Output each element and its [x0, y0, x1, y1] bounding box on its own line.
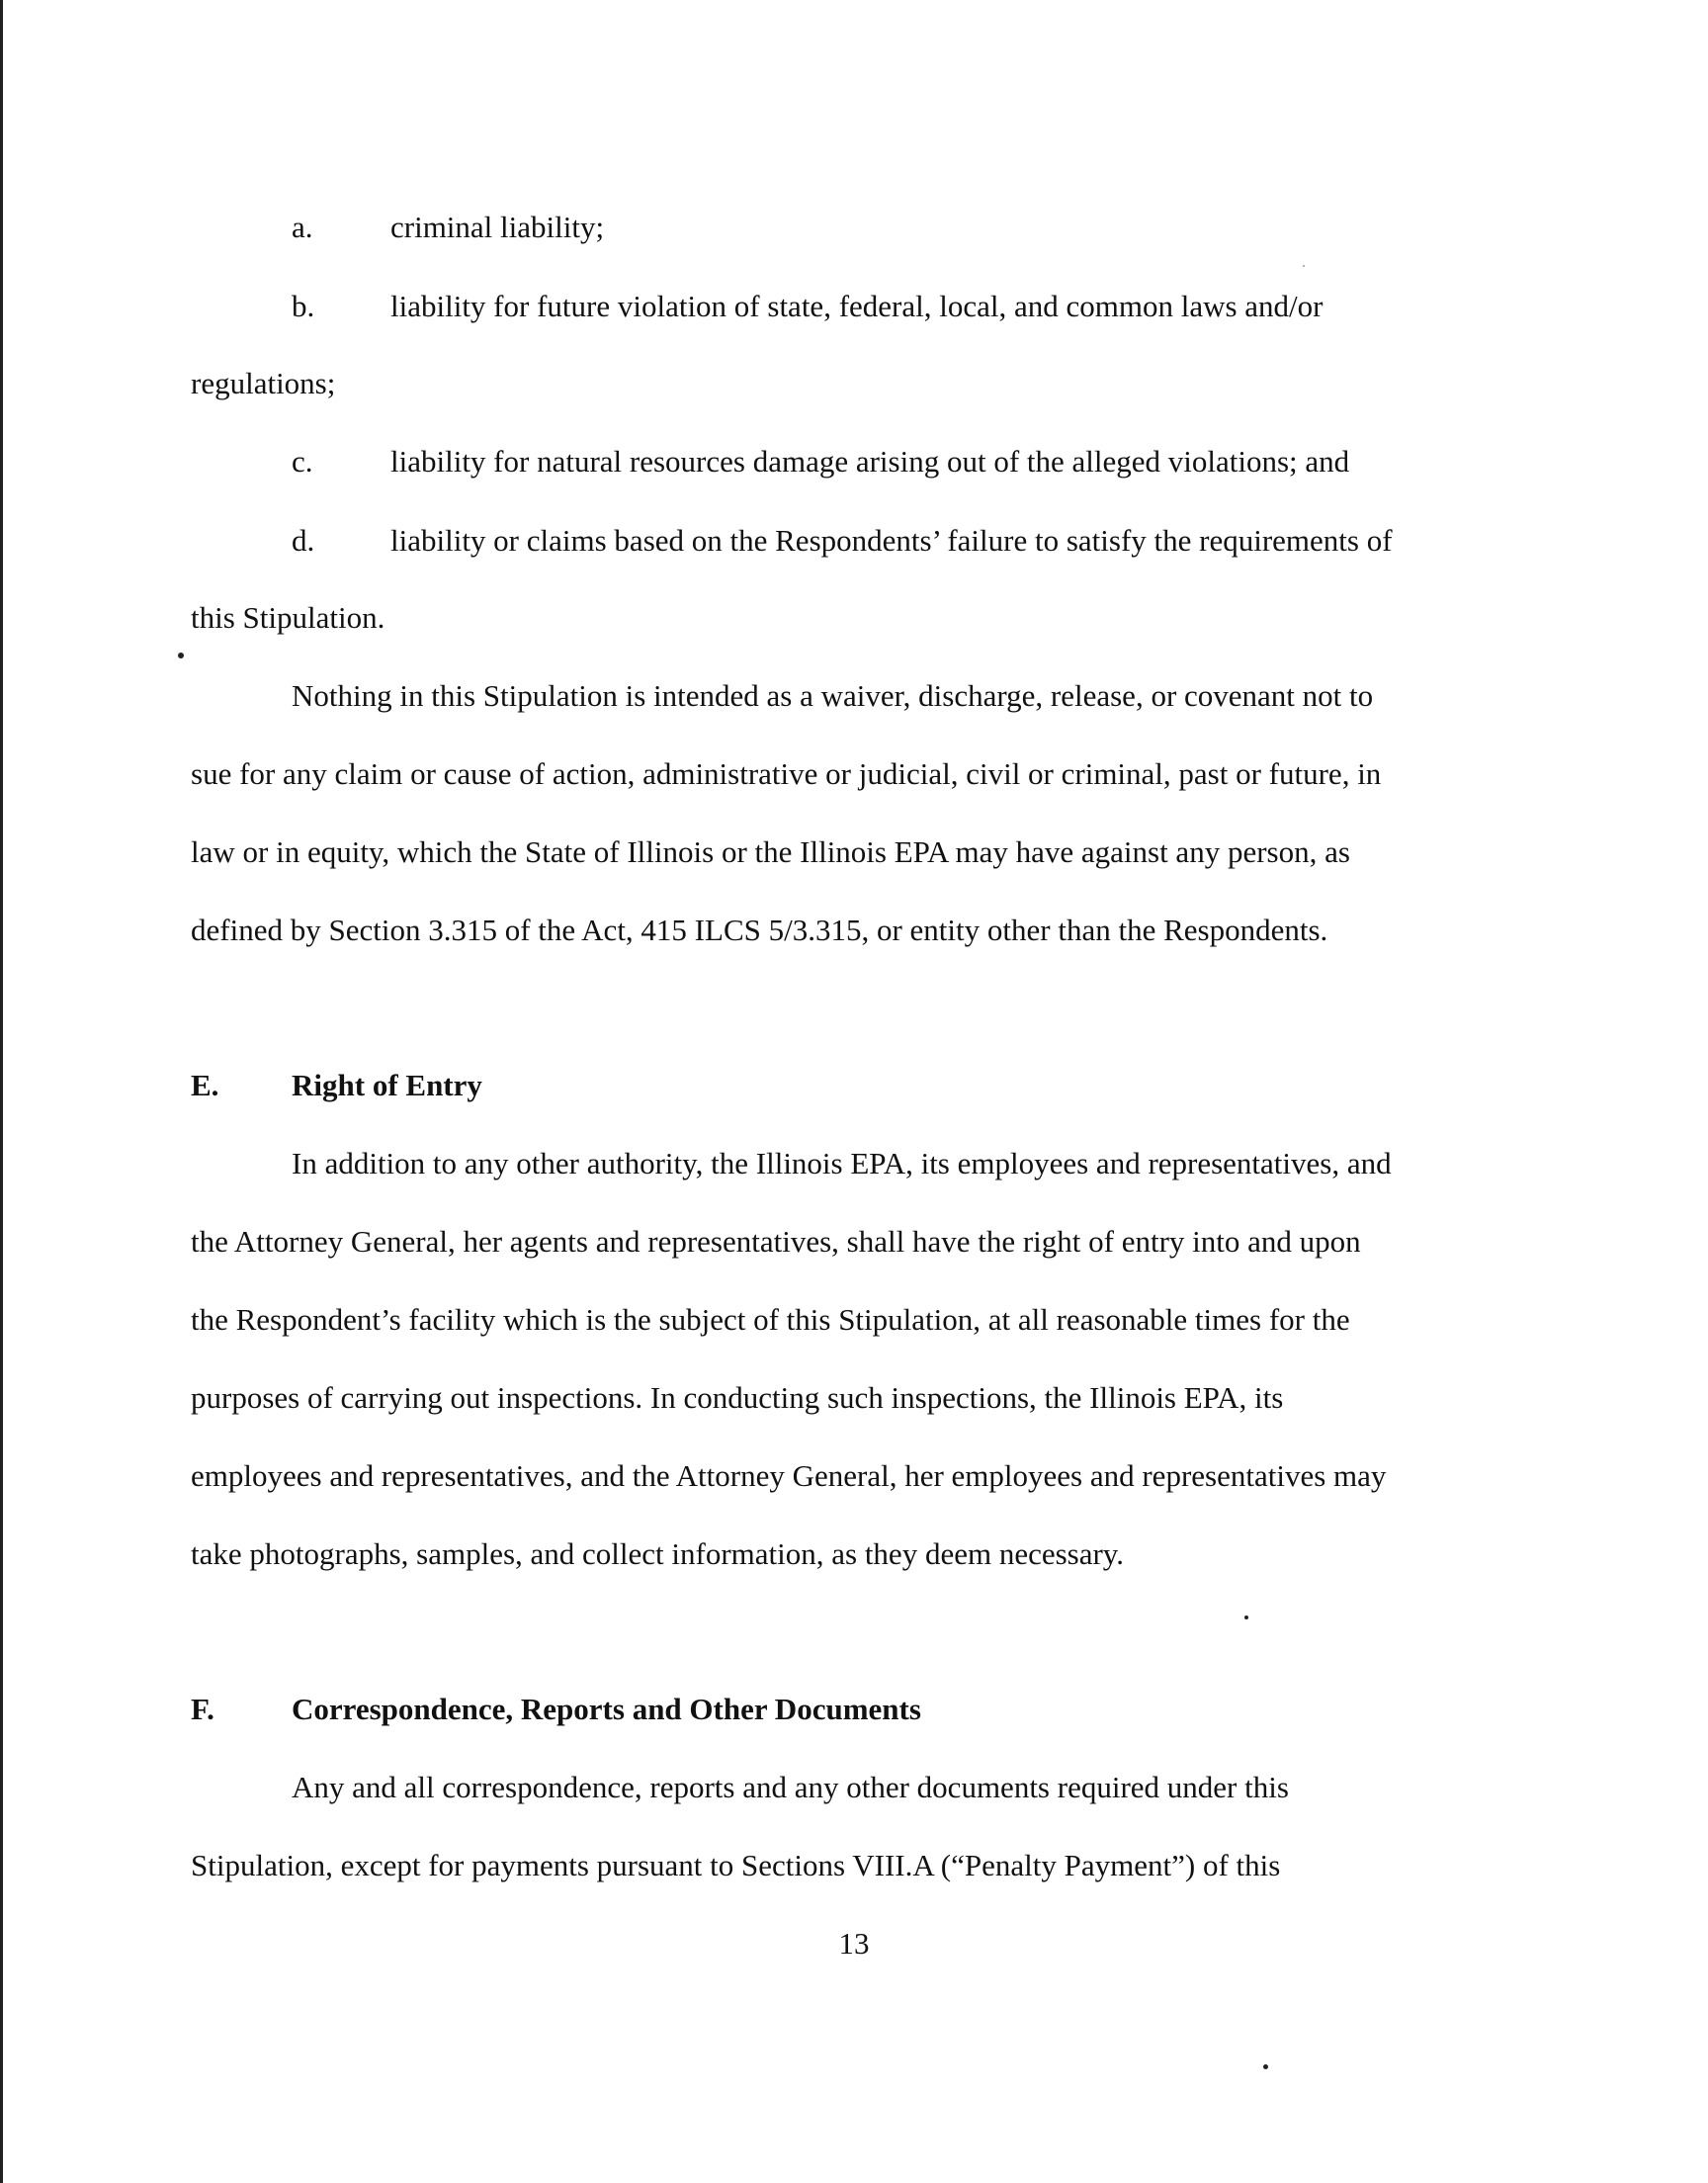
list-item-d-text: liability or claims based on the Respondents’ failure to satisfy the requirements of — [390, 523, 1393, 558]
page-number: 13 — [838, 1926, 870, 1961]
section-f-line-2: Stipulation, except for payments pursuant to Sections VIII.A (“Penalty Payment”) of this — [191, 1848, 1281, 1882]
section-f-title: Correspondence, Reports and Other Documents — [292, 1692, 921, 1726]
list-item-d-continuation: this Stipulation. — [191, 600, 385, 635]
section-e-letter: E. — [191, 1068, 219, 1102]
list-item-b-continuation: regulations; — [191, 366, 336, 400]
section-f-line-1: Any and all correspondence, reports and any other documents required under this — [292, 1770, 1289, 1804]
section-e-line-1: In addition to any other authority, the Illinois EPA, its employees and representatives, and — [292, 1146, 1392, 1180]
section-f-letter: F. — [191, 1692, 214, 1726]
list-item-a-text: criminal liability; — [390, 210, 605, 244]
nothing-paragraph-line-1: Nothing in this Stipulation is intended as a waiver, discharge, release, or covenant not to — [292, 678, 1374, 713]
section-e-line-2: the Attorney General, her agents and representatives, shall have the right of entry into and upon — [191, 1224, 1361, 1259]
nothing-paragraph-line-2: sue for any claim or cause of action, administrative or judicial, civil or criminal, past or future, in — [191, 756, 1382, 791]
list-marker-d: d. — [292, 523, 315, 558]
nothing-paragraph-line-3: law or in equity, which the State of Illinois or the Illinois EPA may have against any person, as — [191, 834, 1350, 869]
scan-speck — [1244, 1615, 1248, 1619]
list-item-c-text: liability for natural resources damage arising out of the alleged violations; and — [390, 444, 1350, 479]
list-marker-a: a. — [292, 210, 313, 244]
scan-speck — [1303, 265, 1305, 267]
list-item-b-text: liability for future violation of state, federal, local, and common laws and/or — [390, 289, 1324, 323]
list-marker-c: c. — [292, 444, 313, 479]
scan-speck — [178, 653, 184, 658]
section-e-line-4: purposes of carrying out inspections. In conducting such inspections, the Illinois EPA, its — [191, 1380, 1284, 1415]
list-marker-b: b. — [292, 289, 315, 323]
scan-speck — [1263, 2064, 1268, 2069]
nothing-paragraph-line-4: defined by Section 3.315 of the Act, 415 ILCS 5/3.315, or entity other than the Respondents. — [191, 913, 1328, 947]
section-e-line-6: take photographs, samples, and collect information, as they deem necessary. — [191, 1536, 1125, 1571]
section-e-line-5: employees and representatives, and the Attorney General, her employees and representatives may — [191, 1458, 1387, 1493]
section-e-line-3: the Respondent’s facility which is the subject of this Stipulation, at all reasonable times for the — [191, 1302, 1350, 1337]
section-e-title: Right of Entry — [292, 1068, 482, 1102]
scan-edge — [0, 0, 3, 2183]
